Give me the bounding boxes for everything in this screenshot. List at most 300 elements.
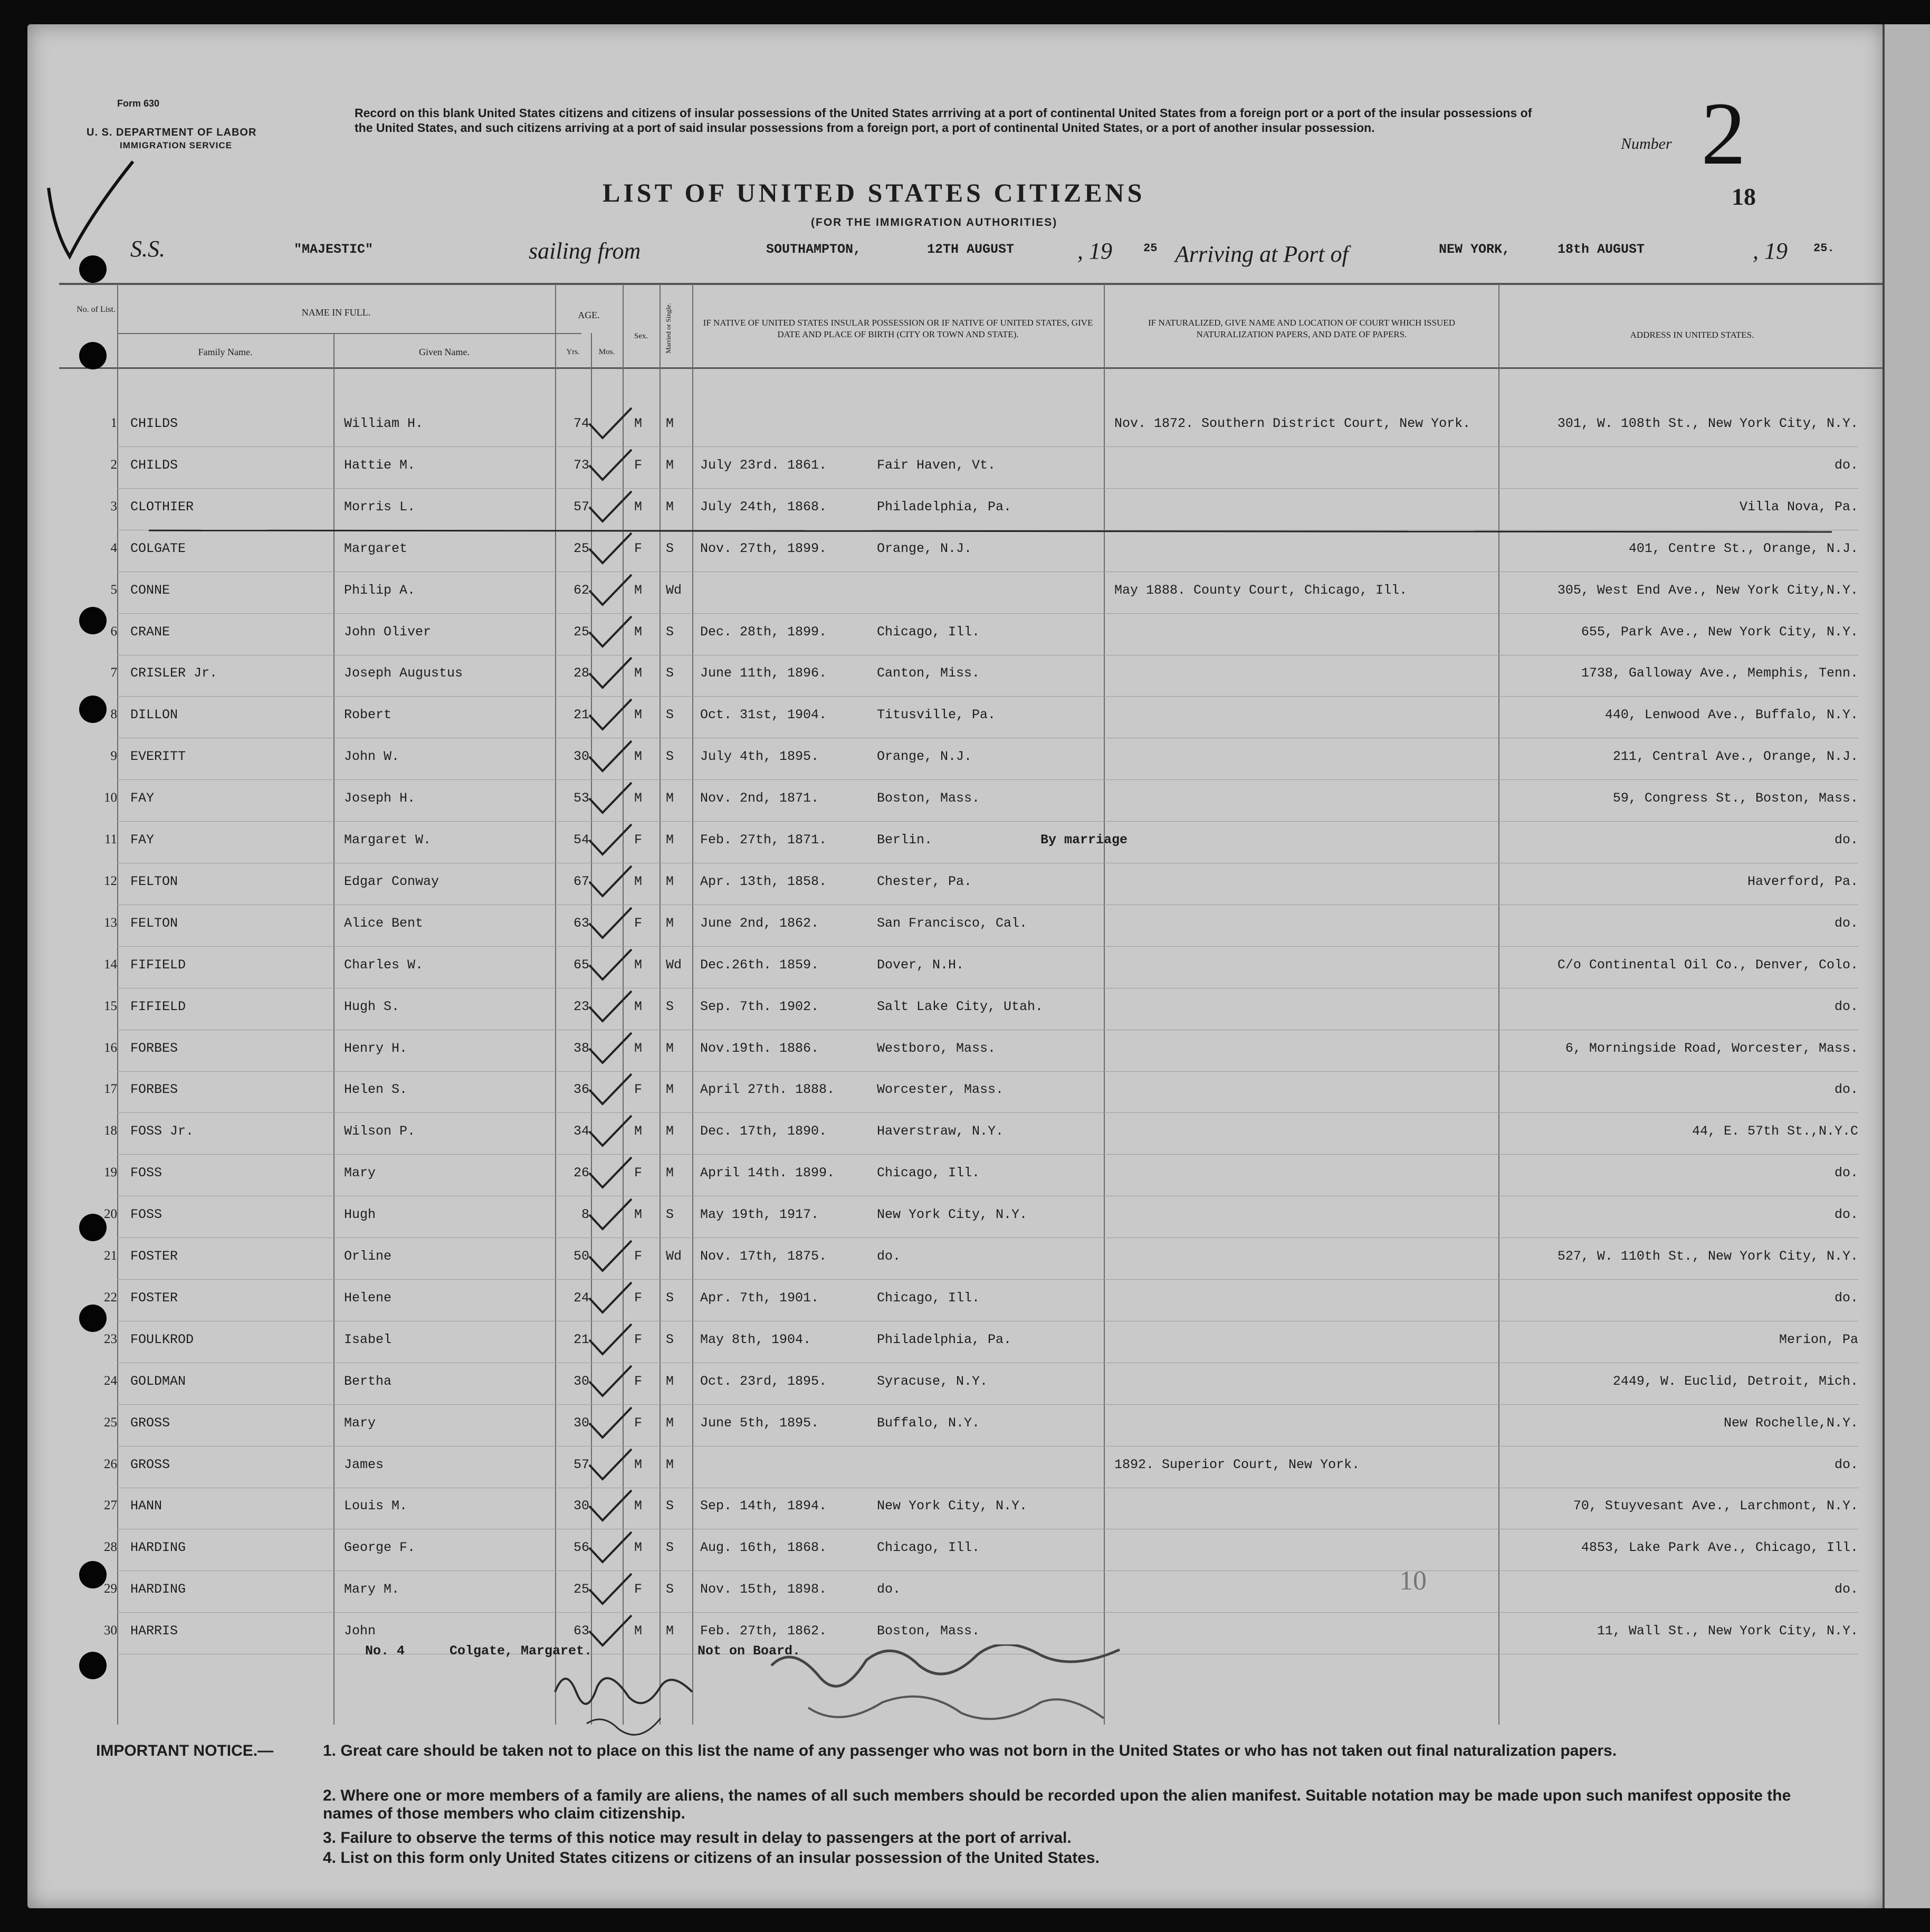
birth-place: Orange, N.J. — [877, 749, 972, 765]
sex: M — [634, 1040, 643, 1056]
family-name: HARDING — [130, 1582, 186, 1597]
sex: F — [634, 1582, 643, 1597]
address: 70, Stuyvesant Ave., Larchmont, N.Y. — [1573, 1498, 1858, 1514]
footer-note-name: Colgate, Margaret. — [450, 1643, 593, 1659]
marital-status: M — [666, 1165, 674, 1181]
col-header-mos: Mos. — [598, 348, 615, 356]
given-name: Helene — [344, 1290, 392, 1306]
departure-year-prefix: , 19 — [1077, 238, 1112, 264]
binder-hole — [79, 1305, 107, 1332]
sex: M — [634, 1207, 643, 1223]
sex: M — [634, 707, 643, 723]
check-mark-icon — [587, 447, 634, 484]
birth-place: Worcester, Mass. — [877, 1082, 1004, 1098]
birth-place: Fair Haven, Vt. — [877, 457, 996, 473]
family-name: GROSS — [130, 1415, 170, 1431]
row-number: 20 — [104, 1207, 117, 1222]
marital-status: S — [666, 1207, 674, 1223]
birth-place: Salt Lake City, Utah. — [877, 998, 1044, 1014]
row-number: 23 — [104, 1331, 117, 1346]
given-name: Bertha — [344, 1373, 392, 1389]
age-years: 36 — [573, 1082, 589, 1098]
address: 440, Lenwood Ave., Buffalo, N.Y. — [1604, 707, 1858, 723]
check-mark-icon — [587, 988, 634, 1025]
marital-status: S — [666, 998, 674, 1014]
birth-date: Apr. 7th, 1901. — [700, 1290, 819, 1306]
age-years: 25 — [573, 1582, 589, 1597]
row-number: 8 — [110, 707, 117, 722]
row-number: 26 — [104, 1457, 117, 1471]
birth-date: Dec. 28th, 1899. — [700, 624, 827, 640]
sex: F — [634, 1249, 643, 1264]
check-mark-icon — [587, 1113, 634, 1150]
sex: F — [634, 1290, 643, 1306]
binder-hole — [79, 1214, 107, 1241]
notice-heading: IMPORTANT NOTICE.— — [96, 1742, 274, 1759]
family-name: FAY — [130, 791, 155, 806]
arriving-label: Arriving at Port of — [1175, 241, 1349, 267]
sex: M — [634, 1498, 643, 1514]
given-name: Robert — [344, 707, 392, 723]
sex: M — [634, 1540, 643, 1556]
check-mark-icon — [587, 905, 634, 942]
marital-status: S — [666, 1290, 674, 1306]
check-mark-icon — [587, 405, 634, 442]
family-name: CRISLER Jr. — [130, 665, 218, 681]
check-mark-icon — [587, 738, 634, 775]
check-mark-icon — [587, 1321, 634, 1358]
arrival-year-prefix: , 19 — [1753, 238, 1788, 264]
address: 2449, W. Euclid, Detroit, Mich. — [1612, 1373, 1858, 1389]
col-rule-given — [555, 284, 556, 1725]
age-years: 50 — [573, 1249, 589, 1264]
ship-name: "MAJESTIC" — [294, 242, 374, 257]
birth-place: Boston, Mass. — [877, 791, 980, 806]
family-name: CHILDS — [130, 416, 178, 431]
row-rule — [117, 1612, 1858, 1613]
sex: M — [634, 1124, 643, 1139]
given-name: Morris L. — [344, 499, 416, 515]
address: do. — [1834, 1082, 1858, 1098]
department-label: U. S. DEPARTMENT OF LABOR — [87, 127, 257, 138]
row-number: 4 — [110, 540, 117, 555]
family-name: CONNE — [130, 582, 170, 598]
naturalization: May 1888. County Court, Chicago, Ill. — [1114, 582, 1408, 598]
given-name: Isabel — [344, 1331, 392, 1347]
family-name: FOSS — [130, 1165, 163, 1181]
check-mark-icon — [587, 822, 634, 859]
col-header-name: NAME IN FULL. — [301, 307, 371, 318]
row-rule — [117, 1071, 1858, 1072]
birth-date: April 14th. 1899. — [700, 1165, 835, 1181]
binder-hole — [79, 607, 107, 634]
address: Merion, Pa — [1779, 1331, 1858, 1347]
binder-hole — [79, 696, 107, 723]
given-name: Margaret W. — [344, 832, 432, 848]
row-rule — [117, 779, 1858, 780]
family-name: GOLDMAN — [130, 1373, 186, 1389]
adjacent-page-edge — [1883, 24, 1930, 1908]
birth-date: Nov. 27th, 1899. — [700, 540, 827, 556]
row-number: 18 — [104, 1124, 117, 1138]
family-name: DILLON — [130, 707, 178, 723]
footer-note-status: Not on Board. — [698, 1643, 801, 1659]
family-name: FAY — [130, 832, 155, 848]
notice-item-1: 1. Great care should be taken not to place on this list the name of any passenger who was not born in the United States or who has not taken out final naturalization papers. — [323, 1742, 1617, 1759]
row-number: 29 — [104, 1582, 117, 1596]
sex: F — [634, 1331, 643, 1347]
family-name: HARDING — [130, 1540, 186, 1556]
row-number: 3 — [110, 499, 117, 513]
row-number: 5 — [110, 582, 117, 597]
check-mark-icon — [587, 1071, 634, 1108]
col-header-sex: Sex. — [634, 332, 648, 340]
address: do. — [1834, 915, 1858, 931]
row-number: 16 — [104, 1040, 117, 1055]
birth-date: April 27th. 1888. — [700, 1082, 835, 1098]
birth-date: Nov.19th. 1886. — [700, 1040, 819, 1056]
birth-place: Titusville, Pa. — [877, 707, 996, 723]
address: do. — [1834, 457, 1858, 473]
binder-hole — [79, 1561, 107, 1588]
sex: M — [634, 665, 643, 681]
birth-place: do. — [877, 1582, 901, 1597]
marital-status: S — [666, 1582, 674, 1597]
age-years: 23 — [573, 998, 589, 1014]
family-name: FORBES — [130, 1040, 178, 1056]
birth-date: June 11th, 1896. — [700, 665, 827, 681]
age-years: 25 — [573, 624, 589, 640]
row-rule — [117, 1404, 1858, 1405]
given-name: Hugh — [344, 1207, 376, 1223]
marital-status: S — [666, 707, 674, 723]
check-mark-icon — [587, 1571, 634, 1608]
row-number: 1 — [110, 416, 117, 430]
age-years: 65 — [573, 957, 589, 973]
birth-place: Philadelphia, Pa. — [877, 1331, 1012, 1347]
col-header-no: No. of List. — [77, 305, 116, 314]
check-mark-icon — [587, 863, 634, 900]
binder-hole — [79, 342, 107, 369]
address: C/o Continental Oil Co., Denver, Colo. — [1557, 957, 1858, 973]
table-top-rule — [59, 283, 1885, 285]
check-mark-icon — [587, 489, 634, 526]
address: 401, Centre St., Orange, N.J. — [1628, 540, 1858, 556]
given-name: Mary M. — [344, 1582, 400, 1597]
age-years: 21 — [573, 1331, 589, 1347]
family-name: HARRIS — [130, 1623, 178, 1639]
check-mark-icon — [587, 655, 634, 692]
row-number: 17 — [104, 1082, 117, 1097]
col-header-given: Given Name. — [419, 347, 470, 357]
given-name: George F. — [344, 1540, 416, 1556]
birth-place: Syracuse, N.Y. — [877, 1373, 988, 1389]
marital-status: Wd — [666, 582, 682, 598]
check-mark-icon — [587, 1446, 634, 1483]
birth-place: New York City, N.Y. — [877, 1498, 1028, 1514]
address: 655, Park Ave., New York City, N.Y. — [1581, 624, 1858, 640]
family-name: CRANE — [130, 624, 170, 640]
address: 1738, Galloway Ave., Memphis, Tenn. — [1581, 665, 1858, 681]
age-years: 73 — [573, 457, 589, 473]
list-number: 2 — [1701, 84, 1746, 183]
birth-place: Chicago, Ill. — [877, 1540, 980, 1556]
sex: M — [634, 1623, 643, 1639]
given-name: Alice Bent — [344, 915, 424, 931]
given-name: James — [344, 1457, 384, 1472]
departure-date: 12TH AUGUST — [927, 242, 1015, 257]
marital-status: S — [666, 624, 674, 640]
col-header-yrs: Yrs. — [566, 348, 580, 356]
marital-status: M — [666, 1040, 674, 1056]
sex: F — [634, 832, 643, 848]
birth-date: Dec.26th. 1859. — [700, 957, 819, 973]
sheet-number: 18 — [1732, 183, 1756, 210]
given-name: Hattie M. — [344, 457, 416, 473]
col-rule-family — [333, 333, 335, 1725]
sex: M — [634, 416, 643, 431]
age-years: 53 — [573, 791, 589, 806]
marital-status: S — [666, 749, 674, 765]
form-number: Form 630 — [117, 98, 160, 109]
given-name: John W. — [344, 749, 400, 765]
age-years: 8 — [581, 1207, 589, 1223]
sex: F — [634, 457, 643, 473]
row-number: 30 — [104, 1623, 117, 1638]
given-name: Edgar Conway — [344, 873, 439, 889]
age-years: 25 — [573, 540, 589, 556]
check-mark-icon — [587, 947, 634, 984]
row-number: 11 — [104, 832, 117, 846]
row-number: 15 — [104, 998, 117, 1013]
sex: F — [634, 1373, 643, 1389]
address: 11, Wall St., New York City, N.Y. — [1597, 1623, 1858, 1639]
age-years: 30 — [573, 1415, 589, 1431]
sex: M — [634, 791, 643, 806]
check-mark-icon — [587, 1238, 634, 1275]
birth-place: Dover, N.H. — [877, 957, 964, 973]
col-header-age: AGE. — [578, 310, 600, 320]
given-name: Louis M. — [344, 1498, 408, 1514]
age-years: 57 — [573, 499, 589, 515]
family-name: FELTON — [130, 873, 178, 889]
birth-date: Oct. 31st, 1904. — [700, 707, 827, 723]
col-rule-sex — [660, 284, 661, 1725]
birth-date: Aug. 16th, 1868. — [700, 1540, 827, 1556]
age-years: 28 — [573, 665, 589, 681]
age-years: 30 — [573, 1498, 589, 1514]
row-rule — [117, 696, 1858, 697]
marital-status: M — [666, 1373, 674, 1389]
header-bottom-rule — [59, 367, 1885, 369]
naturalization: By marriage — [1040, 832, 1128, 848]
birth-place: Westboro, Mass. — [877, 1040, 996, 1056]
marital-status: M — [666, 499, 674, 515]
given-name: John — [344, 1623, 376, 1639]
given-name: Mary — [344, 1165, 376, 1181]
address: do. — [1834, 1582, 1858, 1597]
binder-hole — [79, 1652, 107, 1679]
check-mark-large — [38, 156, 138, 262]
row-number: 24 — [104, 1373, 117, 1388]
col-header-family: Family Name. — [198, 347, 253, 357]
sex: F — [634, 1082, 643, 1098]
age-years: 63 — [573, 1623, 589, 1639]
birth-date: Apr. 13th, 1858. — [700, 873, 827, 889]
birth-date: July 24th, 1868. — [700, 499, 827, 515]
birth-place: Chicago, Ill. — [877, 624, 980, 640]
birth-place: do. — [877, 1249, 901, 1264]
given-name: Charles W. — [344, 957, 424, 973]
col-header-married: Married or Single. — [664, 303, 672, 354]
sex: F — [634, 540, 643, 556]
birth-place: Chester, Pa. — [877, 873, 972, 889]
row-number: 12 — [104, 873, 117, 888]
check-mark-icon — [587, 1488, 634, 1525]
row-number: 21 — [104, 1249, 117, 1263]
row-rule — [117, 488, 1858, 489]
address: 527, W. 110th St., New York City, N.Y. — [1557, 1249, 1858, 1264]
birth-date: Sep. 7th. 1902. — [700, 998, 819, 1014]
notice-item-3: 3. Failure to observe the terms of this notice may result in delay to passengers at the port of arrival. — [323, 1829, 1072, 1847]
marital-status: M — [666, 416, 674, 431]
age-years: 57 — [573, 1457, 589, 1472]
age-years: 26 — [573, 1165, 589, 1181]
sex: M — [634, 1457, 643, 1472]
check-mark-icon — [587, 1196, 634, 1233]
notice-item-4: 4. List on this form only United States citizens or citizens of an insular possession of the United States. — [323, 1849, 1100, 1867]
sex: F — [634, 1165, 643, 1181]
row-number: 19 — [104, 1165, 117, 1180]
departure-year: 25 — [1143, 242, 1158, 255]
marital-status: S — [666, 1331, 674, 1347]
birth-place: Haverstraw, N.Y. — [877, 1124, 1004, 1139]
marital-status: M — [666, 832, 674, 848]
row-number: 9 — [110, 749, 117, 764]
family-name: FELTON — [130, 915, 178, 931]
age-years: 54 — [573, 832, 589, 848]
address: do. — [1834, 1290, 1858, 1306]
row-rule — [117, 1154, 1858, 1155]
given-name: Hugh S. — [344, 998, 400, 1014]
page-subtitle: (FOR THE IMMIGRATION AUTHORITIES) — [811, 216, 1058, 229]
footer-note-number: No. 4 — [365, 1643, 405, 1659]
marital-status: S — [666, 540, 674, 556]
marital-status: M — [666, 1623, 674, 1639]
birth-date: Feb. 27th, 1871. — [700, 832, 827, 848]
marital-status: M — [666, 1082, 674, 1098]
marital-status: M — [666, 1457, 674, 1472]
address: New Rochelle,N.Y. — [1723, 1415, 1858, 1431]
row-rule — [117, 613, 1858, 614]
col-header-naturalized: IF NATURALIZED, GIVE NAME AND LOCATION OF COURT WHICH ISSUED NATURALIZATION PAPERS, AND DATE OF PAPERS. — [1148, 318, 1455, 339]
address: 6, Morningside Road, Worcester, Mass. — [1565, 1040, 1858, 1056]
marital-status: S — [666, 665, 674, 681]
arrival-year: 25. — [1813, 242, 1835, 255]
sex: M — [634, 873, 643, 889]
row-number: 27 — [104, 1498, 117, 1513]
family-name: CHILDS — [130, 457, 178, 473]
birth-date: Oct. 23rd, 1895. — [700, 1373, 827, 1389]
birth-place: Orange, N.J. — [877, 540, 972, 556]
sex: F — [634, 1415, 643, 1431]
sex: M — [634, 624, 643, 640]
family-name: FIFIELD — [130, 957, 186, 973]
record-instructions: Record on this blank United States citizens and citizens of insular possessions of the United States arrriving at a port of continental United States from a foreign port or a port of the insular possessions of the United States, and such citizens arriving at a port of said insular possessions from a foreign port, a port of continental United States, or a port of another insular possession. — [355, 106, 1532, 135]
sex: F — [634, 915, 643, 931]
check-mark-icon — [587, 530, 634, 567]
birth-date: Nov. 2nd, 1871. — [700, 791, 819, 806]
age-years: 74 — [573, 416, 589, 431]
given-name: Wilson P. — [344, 1124, 416, 1139]
age-years: 24 — [573, 1290, 589, 1306]
row-number: 2 — [110, 457, 117, 472]
handwritten-count: 10 — [1399, 1566, 1427, 1596]
given-name: Joseph Augustus — [344, 665, 463, 681]
given-name: Orline — [344, 1249, 392, 1264]
marital-status: Wd — [666, 1249, 682, 1264]
sex: M — [634, 582, 643, 598]
marital-status: S — [666, 1540, 674, 1556]
row-rule — [117, 1112, 1858, 1113]
given-name: John Oliver — [344, 624, 432, 640]
marital-status: M — [666, 791, 674, 806]
address: 44, E. 57th St.,N.Y.C — [1692, 1124, 1858, 1139]
birth-place: Berlin. — [877, 832, 933, 848]
departure-port: SOUTHAMPTON, — [766, 242, 862, 257]
sex: M — [634, 749, 643, 765]
arrival-port: NEW YORK, — [1439, 242, 1511, 257]
marital-status: M — [666, 915, 674, 931]
address: do. — [1834, 998, 1858, 1014]
family-name: FOULKROD — [130, 1331, 194, 1347]
family-name: GROSS — [130, 1457, 170, 1472]
ss-label: S.S. — [130, 236, 165, 262]
check-mark-icon — [587, 614, 634, 651]
marital-status: M — [666, 1415, 674, 1431]
row-rule — [117, 946, 1858, 947]
marital-status: M — [666, 457, 674, 473]
row-number: 14 — [104, 957, 117, 972]
header-sub-rule — [117, 333, 581, 334]
number-label: Number — [1621, 135, 1672, 153]
check-mark-icon — [587, 1529, 634, 1566]
check-mark-icon — [587, 1030, 634, 1067]
check-mark-icon — [587, 1363, 634, 1400]
naturalization: Nov. 1872. Southern District Court, New York. — [1114, 416, 1471, 431]
age-years: 30 — [573, 749, 589, 765]
notice-item-2: 2. Where one or more members of a family are aliens, the names of all such members should be recorded upon the alien manifest. Suitable notation may be made upon such manifest opposite the names of those members who claim citizenship. — [323, 1787, 1791, 1822]
given-name: Joseph H. — [344, 791, 416, 806]
address: 211, Central Ave., Orange, N.J. — [1612, 749, 1858, 765]
family-name: EVERITT — [130, 749, 186, 765]
age-years: 56 — [573, 1540, 589, 1556]
col-rule-naturalized — [1498, 284, 1499, 1725]
given-name: Philip A. — [344, 582, 416, 598]
family-name: FOSTER — [130, 1249, 178, 1264]
arrival-date: 18th AUGUST — [1558, 242, 1645, 257]
page-title: LIST OF UNITED STATES CITIZENS — [603, 178, 1145, 207]
row-number: 7 — [110, 665, 117, 680]
row-rule — [117, 1279, 1858, 1280]
marital-status: M — [666, 1124, 674, 1139]
birth-place: New York City, N.Y. — [877, 1207, 1028, 1223]
service-label: IMMIGRATION SERVICE — [120, 140, 232, 150]
check-mark-icon — [587, 697, 634, 734]
binder-hole — [79, 255, 107, 283]
birth-date: June 5th, 1895. — [700, 1415, 819, 1431]
sailing-from-label: sailing from — [529, 238, 641, 264]
